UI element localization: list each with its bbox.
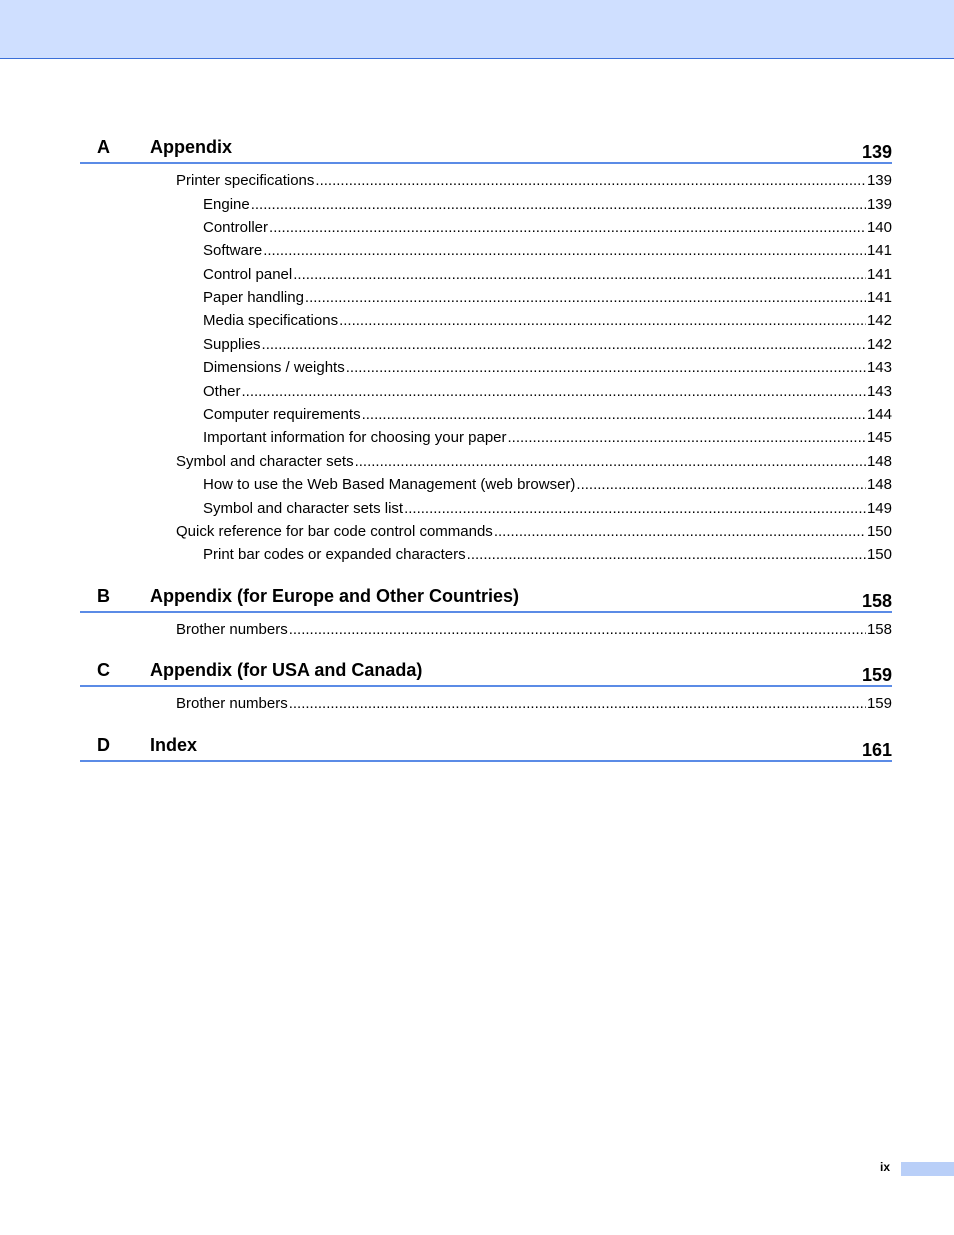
chapter-title[interactable]: Appendix bbox=[150, 137, 233, 157]
toc-entry[interactable] bbox=[176, 694, 892, 714]
toc-entry-page: 139 bbox=[866, 196, 892, 213]
toc-entry-label: Quick reference for bar code control commands bbox=[176, 523, 493, 540]
dot-leader bbox=[242, 382, 866, 402]
toc-entry-page: 149 bbox=[866, 500, 892, 517]
toc-entry-label: Printer specifications bbox=[176, 172, 315, 189]
toc-entry-page: 148 bbox=[866, 453, 892, 470]
toc-entry-label: Other bbox=[203, 383, 241, 400]
toc-entry-page: 141 bbox=[866, 289, 892, 306]
chapter-letter: A bbox=[97, 137, 110, 157]
toc-entry-page: 150 bbox=[866, 523, 892, 540]
dot-leader bbox=[355, 452, 866, 472]
toc-entry-page: 150 bbox=[866, 546, 892, 563]
toc-entry-label: Paper handling bbox=[203, 289, 304, 306]
footer-tab bbox=[901, 1162, 954, 1176]
toc-entry-label: Engine bbox=[203, 196, 250, 213]
page-number: ix bbox=[880, 1160, 891, 1174]
toc-entry-page: 144 bbox=[866, 406, 892, 423]
chapter-page-number[interactable]: 158 bbox=[861, 591, 892, 611]
chapter-heading bbox=[80, 734, 892, 762]
toc-entry-label: Dimensions / weights bbox=[203, 359, 345, 376]
chapter-page-number[interactable]: 161 bbox=[861, 740, 892, 760]
toc-entry-page: 141 bbox=[866, 242, 892, 259]
toc-entry-page: 148 bbox=[866, 476, 892, 493]
toc-entry-page: 143 bbox=[866, 383, 892, 400]
toc-entry-label: Supplies bbox=[203, 336, 261, 353]
toc-entry[interactable] bbox=[203, 288, 892, 308]
chapter-letter: D bbox=[97, 735, 110, 755]
toc-entry-page: 139 bbox=[866, 172, 892, 189]
toc-entry[interactable] bbox=[203, 218, 892, 238]
toc-entry[interactable] bbox=[203, 195, 892, 215]
toc-entry-label: Symbol and character sets list bbox=[203, 500, 404, 517]
toc-entry[interactable] bbox=[203, 241, 892, 261]
dot-leader bbox=[289, 620, 866, 640]
dot-leader bbox=[494, 522, 866, 542]
dot-leader bbox=[262, 335, 866, 355]
toc-entry-page: 159 bbox=[866, 695, 892, 712]
dot-leader bbox=[263, 241, 866, 261]
toc-entry[interactable] bbox=[203, 405, 892, 425]
dot-leader bbox=[269, 218, 866, 238]
dot-leader bbox=[339, 311, 866, 331]
chapter-title[interactable]: Index bbox=[150, 735, 198, 755]
chapter-letter: B bbox=[97, 586, 110, 606]
toc-entry-label: Control panel bbox=[203, 266, 293, 283]
chapter-d bbox=[80, 734, 892, 762]
toc-entry-label: Software bbox=[203, 242, 263, 259]
dot-leader bbox=[315, 171, 866, 191]
toc-entry-label: How to use the Web Based Management (web browser) bbox=[203, 476, 576, 493]
dot-leader bbox=[467, 545, 866, 565]
chapter-title[interactable]: Appendix (for Europe and Other Countries) bbox=[150, 586, 520, 606]
toc-entry[interactable] bbox=[203, 499, 892, 519]
toc-entry-page: 145 bbox=[866, 429, 892, 446]
toc-entry[interactable] bbox=[203, 335, 892, 355]
toc-entry-label: Symbol and character sets bbox=[176, 453, 354, 470]
header-band bbox=[0, 0, 954, 59]
dot-leader bbox=[576, 475, 866, 495]
dot-leader bbox=[305, 288, 866, 308]
toc-entry[interactable] bbox=[176, 452, 892, 472]
chapter-heading bbox=[80, 585, 892, 613]
toc-entry-label: Print bar codes or expanded characters bbox=[203, 546, 466, 563]
toc-entry-page: 142 bbox=[866, 312, 892, 329]
dot-leader bbox=[346, 358, 866, 378]
chapter-letter: C bbox=[97, 660, 110, 680]
toc-entry[interactable] bbox=[176, 522, 892, 542]
toc-entry[interactable] bbox=[203, 545, 892, 565]
toc-entry[interactable] bbox=[203, 428, 892, 448]
toc-entry[interactable] bbox=[203, 311, 892, 331]
chapter-title[interactable]: Appendix (for USA and Canada) bbox=[150, 660, 423, 680]
dot-leader bbox=[404, 499, 866, 519]
chapter-page-number[interactable]: 159 bbox=[861, 665, 892, 685]
chapter-page-number[interactable]: 139 bbox=[861, 142, 892, 162]
toc-entry[interactable] bbox=[203, 358, 892, 378]
toc-entry-page: 142 bbox=[866, 336, 892, 353]
toc-entry[interactable] bbox=[176, 620, 892, 640]
chapter-a bbox=[80, 136, 892, 563]
dot-leader bbox=[293, 265, 866, 285]
toc-entry-page: 141 bbox=[866, 266, 892, 283]
toc-entry[interactable] bbox=[176, 171, 892, 191]
toc-entry-page: 143 bbox=[866, 359, 892, 376]
toc-entry-label: Brother numbers bbox=[176, 621, 288, 638]
toc-entry-page: 158 bbox=[866, 621, 892, 638]
toc-entry-label: Important information for choosing your paper bbox=[203, 429, 507, 446]
toc-entry-page: 140 bbox=[866, 219, 892, 236]
toc-entry[interactable] bbox=[203, 382, 892, 402]
chapter-heading bbox=[80, 136, 892, 164]
dot-leader bbox=[508, 428, 866, 448]
toc-entry[interactable] bbox=[203, 265, 892, 285]
chapter-c bbox=[80, 659, 892, 712]
dot-leader bbox=[251, 195, 866, 215]
toc-entry-label: Computer requirements bbox=[203, 406, 361, 423]
dot-leader bbox=[362, 405, 866, 425]
chapter-b bbox=[80, 585, 892, 638]
toc-entry[interactable] bbox=[203, 475, 892, 495]
toc-entry-label: Media specifications bbox=[203, 312, 339, 329]
dot-leader bbox=[289, 694, 866, 714]
toc-entry-label: Controller bbox=[203, 219, 269, 236]
toc-entry-label: Brother numbers bbox=[176, 695, 288, 712]
chapter-heading bbox=[80, 659, 892, 687]
